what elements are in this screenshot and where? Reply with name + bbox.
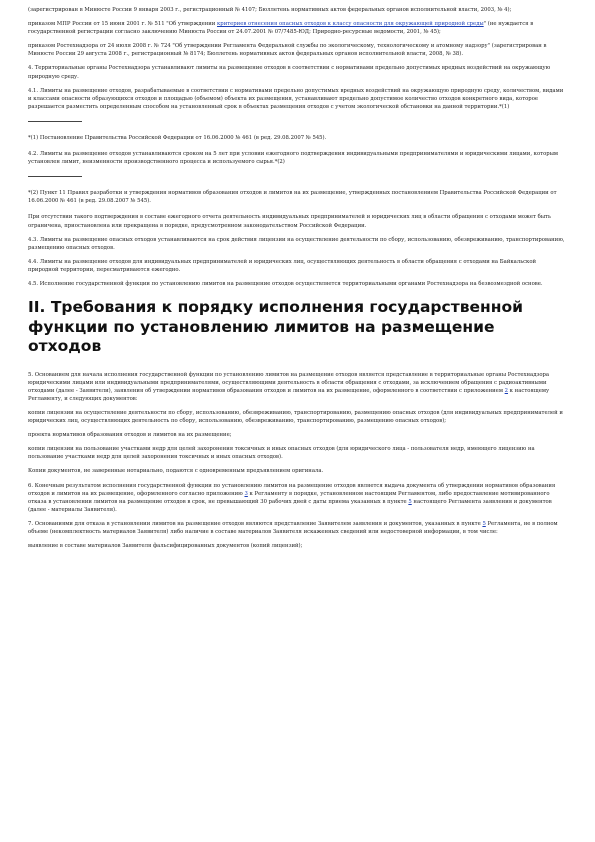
criteria-link[interactable]: критериев отнесения опасных отходов к классу опасности для окружающей природной среды <box>217 21 484 28</box>
paragraph-copies: Копии документов, не заверенные нотариально, подаются с одновременным предъявлением оригинала. <box>28 468 324 475</box>
clause-5-link[interactable]: 5 <box>408 498 412 505</box>
paragraph-falsified-documents: выявление в составе материалов Заявителя фальсифицированных документов (копий лицензий); <box>28 543 303 550</box>
clause-5-link[interactable]: 5 <box>482 520 486 527</box>
paragraph-project: проекта нормативов образования отходов и лимитов на их размещение; <box>28 432 232 439</box>
paragraph-4-3: 4.3. Лимиты на размещение опасных отходов устанавливаются на срок действия лицензии на осуществление деятельности по сбору, использованию, обезвреживанию, транспортированию, размещению опасных отходов. <box>28 236 565 251</box>
footnote-1: *(1) Постановление Правительства Российской Федерации от 16.06.2000 № 461 (в ред. 29.08.2007 № 545). <box>28 134 327 141</box>
paragraph-license-copy: копии лицензии на осуществление деятельности по сбору, использованию, обезвреживанию, транспортированию, размещению опасных отходов (для индивидуальных предпринимателей и юридических лиц, осуществляющих деятельность по сбору, использованию, обезвреживанию, транспортированию, размещению опасных отходов); <box>28 409 563 425</box>
paragraph-4-1: 4.1. Лимиты на размещение отходов, разрабатываемые в соответствии с нормативами предельно допустимых вредных воздействий на окружающую природную среду, количеством, видами и классами опасности образующихся отходов и площадью (объемом) объекта их размещения, устанавливают предельно допустимое количество отходов конкретного вида, которое разрешается разместить определенным способом на установленный срок в объектах размещения отходов с учетом экологической обстановки на данной территории.*(1) <box>28 87 564 110</box>
paragraph-rostekhnadzor-order: приказом Ростехнадзора от 24 июля 2008 г. № 724 "Об утверждении Регламента Федеральной службы по экологическому, технологическому и атомному надзору" (зарегистрирован в Минюсте России 29 августа 2008 г., регистрационный № 8174; Бюллетень нормативных актов федеральных органов исполнительной власти, 2008, № 38). <box>28 43 547 58</box>
paragraph-registration: (зарегистрирован в Минюсте России 9 января 2003 г., регистрационный № 4107; Бюллетень нормативных актов федеральных органов исполнительной власти, 2003, № 4); <box>28 7 512 13</box>
footnote-2: *(2) Пункт 11 Правил разработки и утверждения нормативов образования отходов и лимитов на их размещение, утвержденных постановлением Правительства Российской Федерации от 16.06.2000 № 461 (в ред. 29.08.2007 № 545). <box>28 190 557 205</box>
paragraph-5: 5. Основанием для начала исполнения государственной функции по установлению лимитов на размещение отходов является представление в территориальные органы Ростехнадзора юридическими лицами или индивидуальными предпринимателями, осуществляющими деятельность в области обращения с отходами, за исключением обращения с радиоактивными отходами (далее - Заявители), заявления об утверждении нормативов образования отходов и лимитов на их размещение, оформленного в соответствии с приложением 2 к настоящему Регламенту, и следующих документов: <box>28 371 550 402</box>
footnote-divider <box>28 121 82 122</box>
footnote-divider <box>28 176 82 177</box>
appendix-2-link[interactable]: 2 <box>504 387 508 394</box>
appendix-3-link[interactable]: 3 <box>244 490 248 497</box>
paragraph-7: 7. Основаниями для отказа в установлении лимитов на размещение отходов являются представление Заявителем заявления и документов, указанных в пункте 5 Регламента, не в полном объеме (некомплектность материалов Заявителя) либо наличие в составе материалов Заявителя искаженных сведений или недостоверной информации, в том числе: <box>28 520 558 535</box>
paragraph-4-4: 4.4. Лимиты на размещение отходов для индивидуальных предпринимателей и юридических лиц, осуществляющих деятельность в области обращения с отходами на Байкальской природной территории, пересматриваются ежегодно. <box>28 258 537 273</box>
paragraph-4-2: 4.2. Лимиты на размещение отходов устанавливаются сроком на 5 лет при условии ежегодного подтверждения индивидуальными предпринимателями и юридическими лицами, которым установлен лимит, неизменности производственного процесса и используемого сырья.*(2) <box>28 151 559 166</box>
document-page <box>28 6 568 556</box>
paragraph-6: 6. Конечным результатом исполнения государственной функции по установлению лимитов на размещение отходов является выдача документа об утверждении нормативов образования отходов и лимитов на их размещение, оформленного согласно приложению 3 к Регламенту в порядке, установленном настоящим Регламентом, либо предоставление мотивированного отказа в установлении лимитов на размещение отходов в срок, не превышающий 30 рабочих дней с даты приема указанных в пункте 5 настоящего Регламента заявления и документов (далее - материалы Заявителя). <box>28 482 556 513</box>
paragraph-4-5: 4.5. Исполнение государственной функции по установлению лимитов на размещение отходов осуществляется территориальными органами Ростехнадзора на безвозмездной основе. <box>28 280 543 287</box>
paragraph-4: 4. Территориальные органы Ростехнадзора устанавливают лимиты на размещение отходов в соответствии с нормативами предельно допустимых вредных воздействий на окружающую природную среду. <box>28 65 551 80</box>
paragraph-absent-confirmation: При отсутствии такого подтверждения в составе ежегодного отчета деятельность индивидуальных предпринимателей и юридических лиц в области обращения с отходами может быть ограничена, приостановлена или прекращена в порядке, предусмотренном законодательством Российской Федерации. <box>28 214 551 229</box>
paragraph-mpr-order: приказом МПР России от 15 июня 2001 г. № 511 "Об утверждении критериев отнесения опасных отходов к классу опасности для окружающей природной среды" (не нуждается в государственной регистрации согласно заключению Минюста России от 24.07.2001 № 07/7485-ЮД; Природно-ресурсные ведомости, 2001, № 45); <box>28 21 534 36</box>
section-heading: II. Требования к порядку исполнения государственной функции по установлению лимитов на размещение отходов <box>28 298 523 356</box>
paragraph-subsoil-license: копии лицензии на пользование участками недр для целей захоронения токсичных и иных опасных отходов (для юридического лица - пользователя недр, имеющего лицензию на пользование участками недр для целей захоронения токсичных и иных опасных отходов). <box>28 446 535 461</box>
